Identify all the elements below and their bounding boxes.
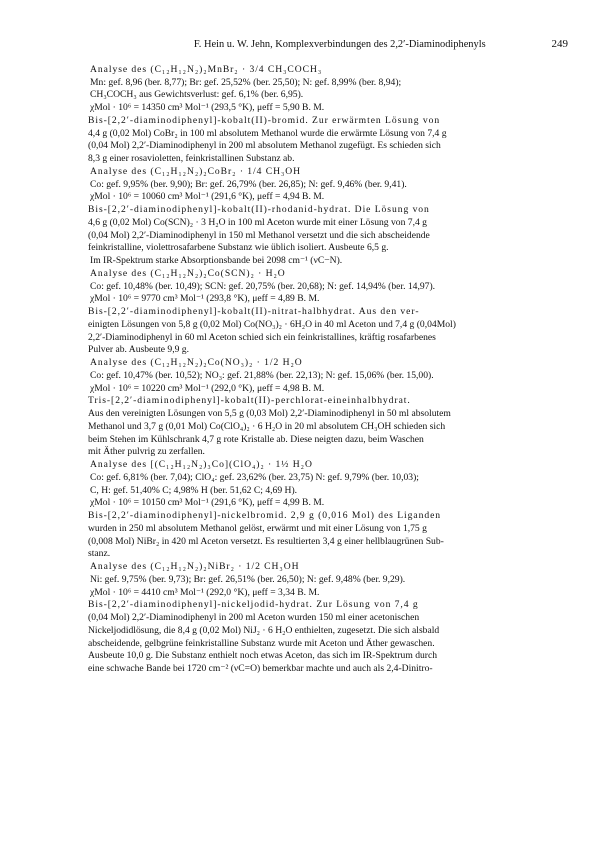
text-line: Im IR-Spektrum starke Absorptionsbande bei 2098 cm⁻¹ (νC−N). bbox=[90, 255, 343, 266]
text-line: wurden in 250 ml absolutem Methanol gelöst, erwärmt und mit einer Lösung von 1,75 g bbox=[88, 522, 427, 534]
section-heading: Tris-[2,2′-diaminodiphenyl]-kobalt(II)-perchlorat-eineinhalbhydrat. bbox=[88, 395, 411, 407]
text-line: χMol · 10⁶ = 14350 cm³ Mol⁻¹ (293,5 °K), μeff = 5,90 B. M. bbox=[90, 102, 325, 113]
section-heading: Bis-[2,2′-diaminodiphenyl]-kobalt(II)-rhodanid-hydrat. Die Lösung von bbox=[88, 204, 430, 215]
section-heading: Bis-[2,2′-diaminodiphenyl]-kobalt(II)-nitrat-halbhydrat. Aus den ver- bbox=[88, 306, 420, 317]
text-line: Co: gef. 10,48% (ber. 10,49); SCN: gef. 20,75% (ber. 20,68); N: gef. 14,94% (ber. 14,97). bbox=[90, 280, 436, 292]
text-line: C, H: gef. 51,40% C; 4,98% H (ber. 51,62 C; 4,69 H). bbox=[90, 484, 298, 496]
text-line: Ni: gef. 9,75% (ber. 9,73); Br: gef. 26,51% (ber. 26,50); N: gef. 9,48% (ber. 9,29). bbox=[90, 573, 406, 585]
text-line: CH₃COCH₃ aus Gewichtsverlust: gef. 6,1% (ber. 6,95). bbox=[90, 89, 304, 101]
text-line: 4,4 g (0,02 Mol) CoBr₂ in 100 ml absolutem Methanol wurde die erwärmte Lösung von 7,4 g bbox=[88, 127, 447, 139]
text-line: χMol · 10⁶ = 10220 cm³ Mol⁻¹ (292,0 °K), μeff = 4,98 B. M. bbox=[90, 382, 325, 394]
text-line: (0,008 Mol) NiBr₂ in 420 ml Aceton versetzt. Es resultierten 3,4 g einer hellblaugrünen Sub- bbox=[88, 535, 444, 547]
text-line: Aus den vereinigten Lösungen von 5,5 g (0,03 Mol) 2,2′-Diaminodiphenyl in 50 ml absolutem bbox=[88, 408, 451, 419]
analysis-heading: Analyse des [(C₁₂H₁₂N₂)₃Co](ClO₄)₂ · 1½ H₂O bbox=[90, 459, 313, 470]
analysis-heading: Analyse des (C₁₂H₁₂N₂)₂Co(NO₃)₂ · 1/2 H₂O bbox=[90, 357, 303, 368]
text-line: Pulver ab. Ausbeute 9,9 g. bbox=[88, 344, 189, 356]
running-title: F. Hein u. W. Jehn, Komplexverbindungen des 2,2′-Diaminodiphenyls bbox=[193, 39, 486, 50]
text-line: 8,3 g einer rosavioletten, feinkristallinen Substanz ab. bbox=[88, 153, 295, 164]
text-line: feinkristalline, violettrosafarbene Substanz wie üblich isoliert. Ausbeute 6,5 g. bbox=[88, 242, 389, 254]
analysis-heading: Analyse des (C₁₂H₁₂N₂)₂MnBr₂ · 3/4 CH₃COCH₃ bbox=[90, 63, 323, 75]
text-line: (0,04 Mol) 2,2′-Diaminodiphenyl in 200 ml absolutem Methanol zugefügt. Es schieden sich bbox=[88, 140, 441, 152]
text-line: einigten Lösungen von 5,8 g (0,02 Mol) Co(NO₃)₂ · 6H₂O in 40 ml Aceton und 7,4 g (0,04Mol) bbox=[88, 318, 456, 330]
analysis-heading: Analyse des (C₁₂H₁₂N₂)₂CoBr₂ · 1/4 CH₃OH bbox=[90, 165, 302, 177]
text-line: mit Äther pulvrig zu zerfallen. bbox=[88, 446, 205, 458]
text-line: Co: gef. 6,81% (ber. 7,04); ClO₄: gef. 23,62% (ber. 23,75) N: gef. 9,79% (ber. 10,03); bbox=[90, 471, 419, 483]
text-line: Methanol und 3,7 g (0,01 Mol) Co(ClO₄)₂ · 6 H₂O in 20 ml absolutem CH₃OH schieden sich bbox=[88, 420, 446, 432]
text-line: (0,04 Mol) 2,2′-Diaminodiphenyl in 150 ml Methanol versetzt und die sich abscheidende bbox=[88, 229, 430, 241]
text-line: Mn: gef. 8,96 (ber. 8,77); Br: gef. 25,52% (ber. 25,50); N: gef. 8,99% (ber. 8,94); bbox=[90, 76, 402, 88]
text-line: eine schwache Bande bei 1720 cm⁻² (νC=O) bemerkbar machte und auch als 2,4-Dinitro- bbox=[88, 663, 433, 674]
text-line: beim Stehen im Kühlschrank 4,7 g rote Kristalle ab. Diese neigten dazu, beim Waschen bbox=[88, 433, 424, 445]
page-number: 249 bbox=[551, 38, 568, 50]
text-line: (0,04 Mol) 2,2′-Diaminodiphenyl in 200 ml Aceton wurden 150 ml einer acetonischen bbox=[88, 612, 420, 623]
text-line: abscheidende, gelbgrüne feinkristalline Substanz wurde mit Aceton und Äther gewaschen. bbox=[88, 637, 435, 649]
text-line: χMol · 10⁶ = 9770 cm³ Mol⁻¹ (293,8 °K), μeff = 4,89 B. M. bbox=[90, 293, 320, 305]
text-line: Nickeljodidlösung, die 8,4 g (0,02 Mol) NiJ₂ · 6 H₂O enthielten, zugesetzt. Die sich alsbald bbox=[88, 624, 440, 636]
analysis-heading: Analyse des (C₁₂H₁₂N₂)₂Co(SCN)₂ · H₂O bbox=[90, 267, 286, 279]
section-heading: Bis-[2,2′-diaminodiphenyl]-kobalt(II)-bromid. Zur erwärmten Lösung von bbox=[88, 114, 441, 126]
text-line: 2,2′-Diaminodiphenyl in 60 ml Aceton schied sich ein feinkristallines, kräftig rosafarbenes bbox=[88, 331, 436, 343]
text-line: 4,6 g (0,02 Mol) Co(SCN)₂ · 3 H₂O in 100 ml Aceton wurde mit einer Lösung von 7,4 g bbox=[88, 216, 427, 228]
analysis-heading: Analyse des (C₁₂H₁₂N₂)₂NiBr₂ · 1/2 CH₃OH bbox=[90, 561, 300, 572]
text-line: Co: gef. 9,95% (ber. 9,90); Br: gef. 26,79% (ber. 26,85); N: gef. 9,46% (ber. 9,41). bbox=[90, 178, 407, 190]
text-line: χMol · 10⁶ = 10060 cm³ Mol⁻¹ (291,6 °K), μeff = 4,94 B. M. bbox=[90, 191, 325, 203]
text-line: Ausbeute 10,0 g. Die Substanz enthielt noch etwas Aceton, das sich im IR-Spektrum durch bbox=[88, 650, 438, 662]
text-line: χMol · 10⁶ = 10150 cm³ Mol⁻¹ (291,6 °K), μeff = 4,99 B. M. bbox=[90, 497, 325, 509]
text-line: χMol · 10⁶ = 4410 cm³ Mol⁻¹ (292,0 °K), μeff = 3,34 B. M. bbox=[90, 586, 320, 598]
section-heading: Bis-[2,2′-diaminodiphenyl]-nickelbromid. 2,9 g (0,016 Mol) des Liganden bbox=[88, 510, 442, 521]
running-header bbox=[88, 38, 568, 52]
text-line: Co: gef. 10,47% (ber. 10,52); NO₃: gef. 21,88% (ber. 22,13); N: gef. 15,06% (ber. 15,00). bbox=[90, 369, 434, 381]
text-line: stanz. bbox=[88, 548, 111, 560]
body-text bbox=[88, 64, 568, 676]
section-heading: Bis-[2,2′-diaminodiphenyl]-nickeljodid-hydrat. Zur Lösung von 7,4 g bbox=[88, 599, 419, 611]
